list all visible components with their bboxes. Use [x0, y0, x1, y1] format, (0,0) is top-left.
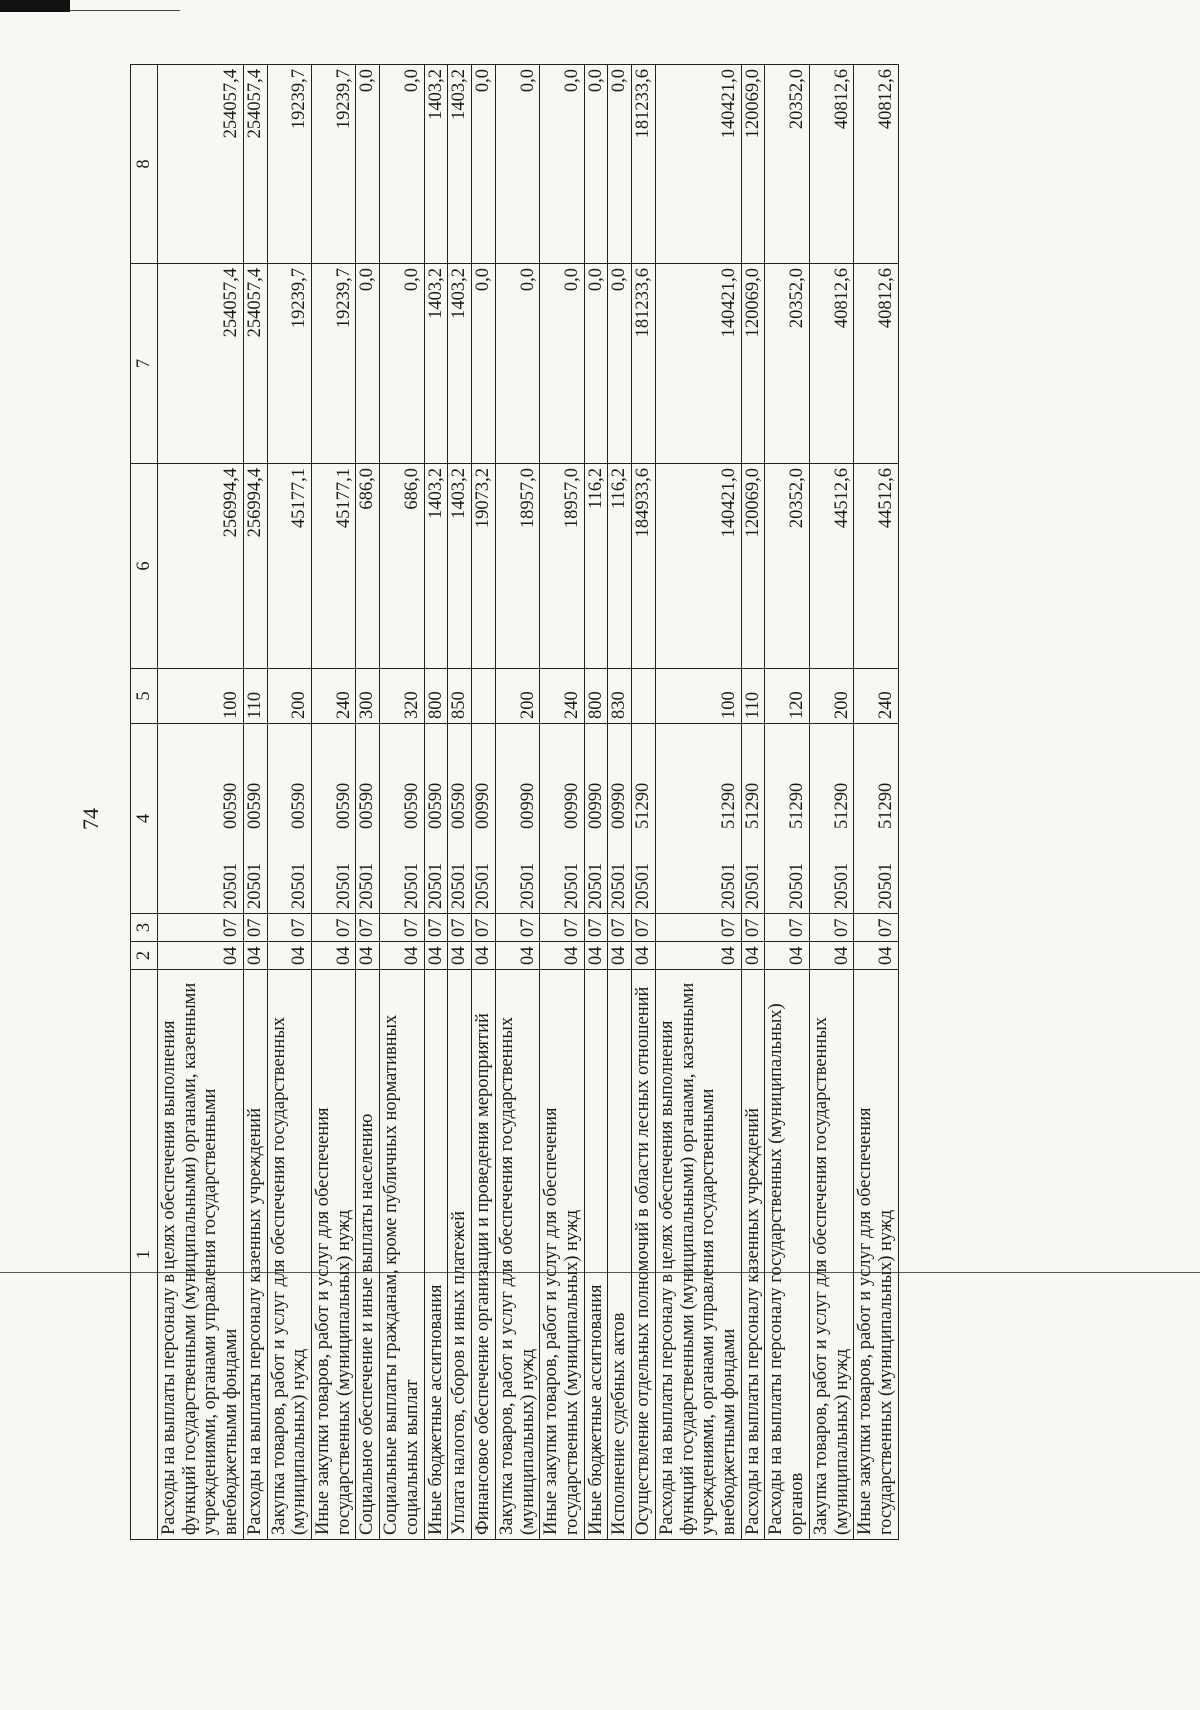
target-code-part-1: 20501 — [357, 862, 378, 909]
row-amount-6: 686,0 — [380, 464, 424, 669]
row-section: 04 — [854, 942, 898, 970]
row-expense-type: 300 — [356, 669, 380, 724]
target-code-part-2: 00990 — [609, 782, 630, 829]
row-target-code — [380, 724, 424, 914]
row-amount-7: 1403,2 — [424, 264, 448, 464]
row-section: 04 — [809, 942, 853, 970]
row-subsection: 07 — [380, 914, 424, 942]
row-section: 04 — [540, 942, 584, 970]
target-code-part-1: 20501 — [289, 862, 310, 909]
row-section: 04 — [448, 942, 472, 970]
row-amount-8: 1403,2 — [424, 65, 448, 264]
row-amount-8: 0,0 — [540, 65, 584, 264]
row-expense-type: 850 — [448, 669, 472, 724]
table-row — [540, 65, 584, 1540]
col-header-4: 4 — [131, 724, 158, 914]
row-target-code — [243, 724, 267, 914]
row-expense-type: 800 — [584, 669, 608, 724]
target-code-part-2: 00590 — [333, 782, 354, 829]
target-code-part-2: 00590 — [289, 782, 310, 829]
row-expense-type: 240 — [540, 669, 584, 724]
row-target-code — [584, 724, 608, 914]
row-amount-8: 0,0 — [495, 65, 539, 264]
target-code-part-2: 51290 — [718, 782, 739, 829]
target-code-part-1: 20501 — [449, 862, 470, 909]
row-target-code — [608, 724, 632, 914]
row-subsection: 07 — [312, 914, 356, 942]
row-amount-8: 140421,0 — [655, 65, 741, 264]
row-expense-type: 200 — [809, 669, 853, 724]
row-subsection: 07 — [765, 914, 809, 942]
scan-corner-mark — [0, 0, 70, 12]
row-section: 04 — [158, 942, 244, 970]
row-amount-7: 0,0 — [540, 264, 584, 464]
row-amount-6: 19073,2 — [472, 464, 496, 669]
row-section: 04 — [380, 942, 424, 970]
target-code-part-2: 00590 — [244, 782, 265, 829]
row-amount-6: 116,2 — [584, 464, 608, 669]
row-subsection: 07 — [424, 914, 448, 942]
row-section: 04 — [632, 942, 656, 970]
row-subsection: 07 — [584, 914, 608, 942]
header-row — [131, 65, 158, 1540]
target-code-part-2: 51290 — [742, 782, 763, 829]
table-row — [655, 65, 741, 1540]
target-code-part-1: 20501 — [876, 862, 896, 909]
row-name: Иные закупки товаров, работ и услуг для обеспечения государственных (муниципальных) нужд — [854, 970, 898, 1540]
row-name: Расходы на выплаты персоналу в целях обеспечения выполнения функций государственными (муниципальными) органами, казенными учреждениями, органами управления государственными внебюджетными фондами — [158, 970, 244, 1540]
row-amount-6: 18957,0 — [495, 464, 539, 669]
target-code-part-2: 00590 — [449, 782, 470, 829]
target-code-part-1: 20501 — [787, 862, 808, 909]
table-row — [472, 65, 496, 1540]
row-name: Расходы на выплаты персоналу казенных учреждений — [741, 970, 765, 1540]
row-amount-6: 116,2 — [608, 464, 632, 669]
table-row — [267, 65, 311, 1540]
row-amount-7: 19239,7 — [267, 264, 311, 464]
row-amount-8: 0,0 — [608, 65, 632, 264]
row-amount-6: 45177,1 — [312, 464, 356, 669]
row-amount-8: 0,0 — [584, 65, 608, 264]
row-amount-7: 181233,6 — [632, 264, 656, 464]
row-expense-type: 100 — [655, 669, 741, 724]
row-expense-type: 110 — [243, 669, 267, 724]
row-amount-7: 140421,0 — [655, 264, 741, 464]
row-amount-8: 19239,7 — [267, 65, 311, 264]
row-amount-8: 40812,6 — [854, 65, 898, 264]
row-target-code — [632, 724, 656, 914]
target-code-part-2: 00590 — [357, 782, 378, 829]
row-amount-6: 44512,6 — [854, 464, 898, 669]
row-target-code — [540, 724, 584, 914]
table-row — [809, 65, 853, 1540]
row-name: Иные бюджетные ассигнования — [584, 970, 608, 1540]
row-subsection: 07 — [608, 914, 632, 942]
row-amount-7: 0,0 — [495, 264, 539, 464]
row-subsection: 07 — [158, 914, 244, 942]
table-row — [608, 65, 632, 1540]
target-code-part-1: 20501 — [609, 862, 630, 909]
row-subsection: 07 — [356, 914, 380, 942]
row-target-code — [448, 724, 472, 914]
table-row — [765, 65, 809, 1540]
row-expense-type: 110 — [741, 669, 765, 724]
col-header-5: 5 — [131, 669, 158, 724]
target-code-part-1: 20501 — [561, 862, 582, 909]
target-code-part-2: 51290 — [876, 782, 896, 829]
target-code-part-1: 20501 — [221, 862, 242, 909]
row-section: 04 — [765, 942, 809, 970]
row-section: 04 — [655, 942, 741, 970]
table-row — [380, 65, 424, 1540]
row-amount-6: 44512,6 — [809, 464, 853, 669]
row-amount-7: 1403,2 — [448, 264, 472, 464]
target-code-part-1: 20501 — [517, 862, 538, 909]
col-header-2: 2 — [131, 942, 158, 970]
row-amount-6: 120069,0 — [741, 464, 765, 669]
row-amount-6: 1403,2 — [448, 464, 472, 669]
row-amount-8: 19239,7 — [312, 65, 356, 264]
row-section: 04 — [424, 942, 448, 970]
row-amount-8: 20352,0 — [765, 65, 809, 264]
row-expense-type: 800 — [424, 669, 448, 724]
row-target-code — [424, 724, 448, 914]
row-amount-8: 181233,6 — [632, 65, 656, 264]
row-amount-7: 0,0 — [380, 264, 424, 464]
row-subsection: 07 — [540, 914, 584, 942]
row-target-code — [495, 724, 539, 914]
row-target-code — [356, 724, 380, 914]
row-subsection: 07 — [854, 914, 898, 942]
row-amount-7: 0,0 — [356, 264, 380, 464]
row-expense-type — [632, 669, 656, 724]
table-row — [243, 65, 267, 1540]
row-target-code — [472, 724, 496, 914]
row-name: Социальные выплаты гражданам, кроме публичных нормативных социальных выплат — [380, 970, 424, 1540]
row-name: Иные закупки товаров, работ и услуг для обеспечения государственных (муниципальных) нужд — [312, 970, 356, 1540]
row-name: Расходы на выплаты персоналу государственных (муниципальных) органов — [765, 970, 809, 1540]
row-target-code — [809, 724, 853, 914]
row-expense-type: 100 — [158, 669, 244, 724]
table-row — [312, 65, 356, 1540]
row-amount-7: 40812,6 — [809, 264, 853, 464]
row-name: Социальное обеспечение и иные выплаты населению — [356, 970, 380, 1540]
row-amount-6: 184933,6 — [632, 464, 656, 669]
row-amount-8: 0,0 — [380, 65, 424, 264]
row-expense-type: 320 — [380, 669, 424, 724]
row-amount-7: 40812,6 — [854, 264, 898, 464]
col-header-3: 3 — [131, 914, 158, 942]
row-expense-type: 240 — [312, 669, 356, 724]
row-amount-8: 254057,4 — [243, 65, 267, 264]
target-code-part-2: 00590 — [401, 782, 422, 829]
row-name: Расходы на выплаты персоналу казенных учреждений — [243, 970, 267, 1540]
row-target-code — [267, 724, 311, 914]
row-name: Осуществление отдельных полномочий в области лесных отношений — [632, 970, 656, 1540]
row-subsection: 07 — [448, 914, 472, 942]
row-amount-8: 0,0 — [356, 65, 380, 264]
row-target-code — [765, 724, 809, 914]
row-amount-8: 40812,6 — [809, 65, 853, 264]
row-name: Уплата налогов, сборов и иных платежей — [448, 970, 472, 1540]
row-expense-type — [472, 669, 496, 724]
row-amount-7: 19239,7 — [312, 264, 356, 464]
row-expense-type: 200 — [267, 669, 311, 724]
row-amount-8: 1403,2 — [448, 65, 472, 264]
row-amount-7: 254057,4 — [158, 264, 244, 464]
rotated-page — [78, 65, 1130, 1540]
target-code-part-1: 20501 — [633, 862, 654, 909]
row-expense-type: 830 — [608, 669, 632, 724]
row-target-code — [655, 724, 741, 914]
row-amount-8: 120069,0 — [741, 65, 765, 264]
row-section: 04 — [741, 942, 765, 970]
table-row — [424, 65, 448, 1540]
col-header-7: 7 — [131, 264, 158, 464]
row-amount-7: 254057,4 — [243, 264, 267, 464]
row-subsection: 07 — [809, 914, 853, 942]
target-code-part-1: 20501 — [742, 862, 763, 909]
target-code-part-2: 51290 — [633, 782, 654, 829]
row-amount-6: 256994,4 — [158, 464, 244, 669]
row-expense-type: 200 — [495, 669, 539, 724]
row-section: 04 — [267, 942, 311, 970]
row-expense-type: 240 — [854, 669, 898, 724]
target-code-part-2: 00990 — [517, 782, 538, 829]
target-code-part-1: 20501 — [244, 862, 265, 909]
row-name: Финансовое обеспечение организации и проведения мероприятий — [472, 970, 496, 1540]
row-amount-7: 20352,0 — [765, 264, 809, 464]
row-amount-6: 686,0 — [356, 464, 380, 669]
row-name: Расходы на выплаты персоналу в целях обеспечения выполнения функций государственными (муниципальными) органами, казенными учреждениями, органами управления государственными внебюджетными фондами — [655, 970, 741, 1540]
row-amount-8: 0,0 — [472, 65, 496, 264]
row-amount-6: 18957,0 — [540, 464, 584, 669]
scan-edge-line — [70, 10, 180, 11]
row-subsection: 07 — [741, 914, 765, 942]
row-amount-6: 20352,0 — [765, 464, 809, 669]
row-section: 04 — [312, 942, 356, 970]
row-target-code — [741, 724, 765, 914]
target-code-part-1: 20501 — [718, 862, 739, 909]
row-amount-7: 0,0 — [584, 264, 608, 464]
table-row — [741, 65, 765, 1540]
target-code-part-2: 00990 — [473, 782, 494, 829]
row-amount-7: 120069,0 — [741, 264, 765, 464]
table-row — [158, 65, 244, 1540]
row-section: 04 — [495, 942, 539, 970]
row-amount-7: 0,0 — [472, 264, 496, 464]
row-amount-6: 45177,1 — [267, 464, 311, 669]
page-number: 74 — [78, 808, 103, 830]
row-subsection: 07 — [267, 914, 311, 942]
row-section: 04 — [584, 942, 608, 970]
row-subsection: 07 — [495, 914, 539, 942]
row-amount-6: 1403,2 — [424, 464, 448, 669]
table-row — [854, 65, 898, 1540]
col-header-6: 6 — [131, 464, 158, 669]
target-code-part-2: 00990 — [561, 782, 582, 829]
table-row — [356, 65, 380, 1540]
row-target-code — [854, 724, 898, 914]
target-code-part-1: 20501 — [585, 862, 606, 909]
row-target-code — [158, 724, 244, 914]
row-name: Иные бюджетные ассигнования — [424, 970, 448, 1540]
row-section: 04 — [472, 942, 496, 970]
row-amount-7: 0,0 — [608, 264, 632, 464]
row-amount-6: 256994,4 — [243, 464, 267, 669]
row-name: Закупка товаров, работ и услуг для обеспечения государственных (муниципальных) нужд — [267, 970, 311, 1540]
target-code-part-1: 20501 — [425, 862, 446, 909]
row-name: Иные закупки товаров, работ и услуг для обеспечения государственных (муниципальных) нужд — [540, 970, 584, 1540]
row-amount-8: 254057,4 — [158, 65, 244, 264]
row-name: Закупка товаров, работ и услуг для обеспечения государственных (муниципальных) нужд — [809, 970, 853, 1540]
row-section: 04 — [608, 942, 632, 970]
table-row — [448, 65, 472, 1540]
row-subsection: 07 — [632, 914, 656, 942]
row-section: 04 — [243, 942, 267, 970]
target-code-part-2: 51290 — [831, 782, 852, 829]
target-code-part-1: 20501 — [401, 862, 422, 909]
col-header-8: 8 — [131, 65, 158, 264]
table-row — [632, 65, 656, 1540]
row-subsection: 07 — [655, 914, 741, 942]
row-name: Закупка товаров, работ и услуг для обеспечения государственных (муниципальных) нужд — [495, 970, 539, 1540]
row-subsection: 07 — [472, 914, 496, 942]
col-header-1: 1 — [131, 970, 158, 1540]
table-row — [584, 65, 608, 1540]
row-subsection: 07 — [243, 914, 267, 942]
row-target-code — [312, 724, 356, 914]
budget-table — [130, 64, 899, 1540]
target-code-part-1: 20501 — [831, 862, 852, 909]
row-amount-6: 140421,0 — [655, 464, 741, 669]
table-row — [495, 65, 539, 1540]
row-name: Исполнение судебных актов — [608, 970, 632, 1540]
target-code-part-1: 20501 — [333, 862, 354, 909]
target-code-part-2: 00590 — [221, 782, 242, 829]
row-section: 04 — [356, 942, 380, 970]
target-code-part-2: 00590 — [425, 782, 446, 829]
row-expense-type: 120 — [765, 669, 809, 724]
target-code-part-1: 20501 — [473, 862, 494, 909]
target-code-part-2: 51290 — [787, 782, 808, 829]
target-code-part-2: 00990 — [585, 782, 606, 829]
